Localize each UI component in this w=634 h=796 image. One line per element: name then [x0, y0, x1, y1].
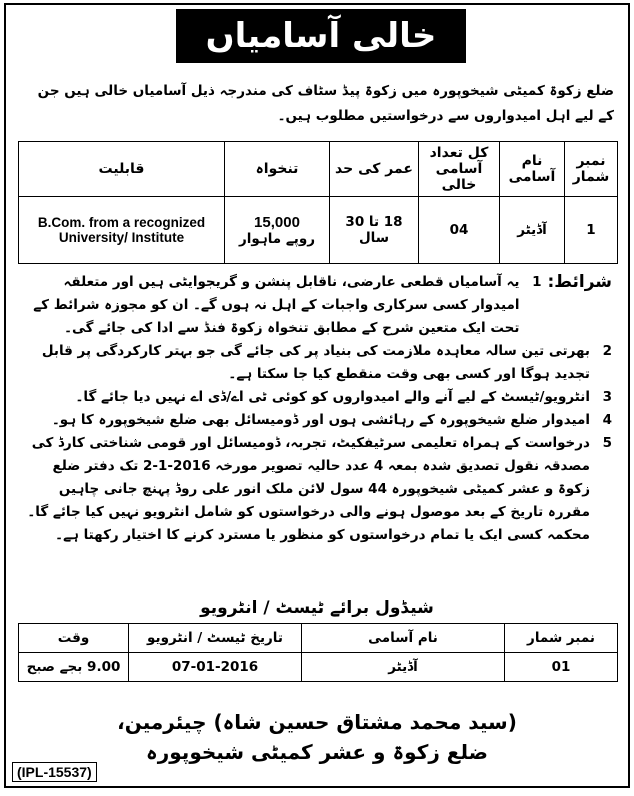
- list-item: [16, 340, 612, 386]
- vacancies-table: [18, 141, 618, 264]
- header-post: نام آسامی: [500, 142, 565, 197]
- schedule-cell-time: 9.00 بجے صبح: [19, 653, 129, 682]
- header-salary: تنخواہ: [225, 142, 330, 197]
- condition-text: بھرتی تین سالہ معاہدہ ملازمت کی بنیاد پر کی جائے گی جو بہتر کارکردگی پر قابل تجدید ہوگا اور کسی بھی وقت منقطع کیا جا سکتا ہے۔: [41, 343, 590, 382]
- intro-paragraph: ضلع زکوۃ کمیٹی شیخوپورہ میں زکوۃ پیڈ سٹاف کی مندرجہ ذیل آسامیاں خالی ہیں جن کے لیے اہل امیدواروں سے درخواستیں مطلوب ہیں۔: [37, 83, 614, 124]
- schedule-header-row: [19, 624, 618, 653]
- schedule-header-time: وقت: [19, 624, 129, 653]
- table-row: [19, 653, 618, 682]
- schedule-table: [18, 623, 618, 682]
- salary-amount: 15,000: [254, 213, 300, 231]
- condition-number: 3: [602, 389, 612, 405]
- age-range: 18 تا 30: [345, 214, 403, 230]
- signature-block: [6, 707, 628, 767]
- qualification-line-2: University/ Institute: [58, 230, 185, 245]
- reference-code: (IPL-15537): [12, 762, 97, 782]
- cell-serial: 1: [565, 197, 618, 264]
- condition-number: 2: [602, 343, 612, 359]
- header-qualification: قابلیت: [19, 142, 225, 197]
- advertisement-page: [4, 3, 630, 788]
- signatory-name: (سید محمد مشتاق حسین شاہ) چیئرمین،: [117, 710, 517, 734]
- condition-number: 1: [532, 274, 542, 290]
- list-item: [16, 432, 612, 547]
- conditions-heading: شرائط:: [547, 272, 612, 292]
- condition-text: درخواست کے ہمراہ تعلیمی سرٹیفکیٹ، تجربہ، ڈومیسائل اور قومی شناختی کارڈ کی مصدقہ نقول تصدیق شدہ بمعہ 4 عدد حالیہ تصویر مورخہ 2016-1-2 تک دفتر ضلع زکوۃ و عشر کمیٹی شیخوپورہ 44 سول لائن ملک انور علی روڈ پہنچ جانی چاہیں مقررہ تاریخ کے بعد موصول ہونے والی درخواستوں کو شامل انٹرویو نہیں کیا جائے گا۔ محکمہ کسی ایک یا تمام درخواستوں کو منظور یا مسترد کرنے کا اختیار رکھتا ہے۔: [27, 435, 590, 543]
- cell-post: آڈیٹر: [500, 197, 565, 264]
- condition-text: یہ آسامیاں قطعی عارضی، ناقابل پنشن و گریجوایٹی ہیں اور متعلقہ امیدوار کسی سرکاری واجبات کے اہل نہ ہوں گے۔ ان کو مجوزہ شرائط کے تحت ایک متعین شرح کے مطابق تنخواہ زکوۃ فنڈ سے ادا کی جائے گی۔: [33, 274, 520, 336]
- cell-vacancies: 04: [419, 197, 500, 264]
- list-item: [16, 409, 612, 432]
- cell-salary: [225, 197, 330, 264]
- header-vacancies: کل تعداد آسامی خالی: [419, 142, 500, 197]
- list-item: [16, 271, 612, 340]
- vacancies-header-row: [19, 142, 618, 197]
- schedule-cell-post: آڈیٹر: [302, 653, 505, 682]
- age-unit: سال: [358, 230, 390, 246]
- list-item: [16, 386, 612, 409]
- condition-number: 4: [602, 412, 612, 428]
- cell-qualification: [19, 197, 225, 264]
- cell-age: [330, 197, 419, 264]
- table-row: [19, 197, 618, 264]
- condition-number: 5: [602, 435, 612, 451]
- qualification-line-1: B.Com. from a recognized: [37, 215, 206, 230]
- schedule-cell-serial: 01: [505, 653, 618, 682]
- schedule-header-date: تاریخ ٹیسٹ / انٹرویو: [129, 624, 302, 653]
- conditions-list: [16, 271, 612, 547]
- header-serial: نمبر شمار: [565, 142, 618, 197]
- page-title: خالی آسامیاں: [176, 9, 466, 63]
- schedule-title: شیڈول برائے ٹیسٹ / انٹرویو: [200, 598, 434, 618]
- salary-period: روپے ماہوار: [238, 230, 316, 247]
- schedule-header-post: نام آسامی: [302, 624, 505, 653]
- schedule-header-serial: نمبر شمار: [505, 624, 618, 653]
- signatory-office: ضلع زکوۃ و عشر کمیٹی شیخوپورہ: [146, 740, 488, 764]
- condition-text: امیدوار ضلع شیخوپورہ کے رہائشی ہوں اور ڈومیسائل بھی ضلع شیخوپورہ کا ہو۔: [51, 412, 590, 428]
- header-age: عمر کی حد: [330, 142, 419, 197]
- condition-text: انٹرویو/ٹیسٹ کے لیے آنے والے امیدواروں کو کوئی ٹی اے/ڈی اے نہیں دیا جائے گا۔: [75, 389, 590, 405]
- schedule-cell-date: 07-01-2016: [129, 653, 302, 682]
